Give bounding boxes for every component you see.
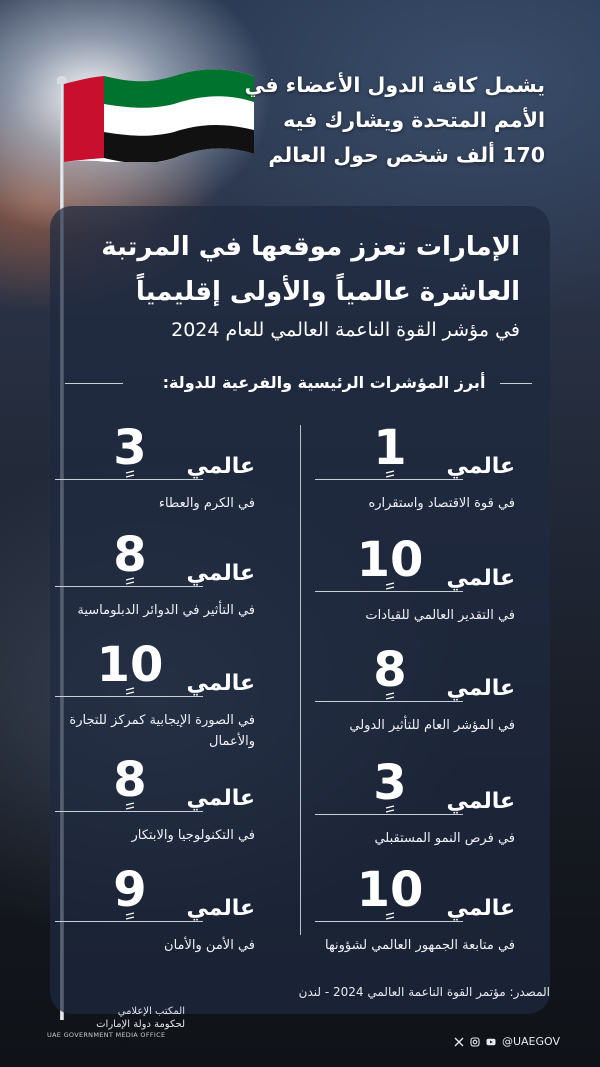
rank-underline [55, 696, 203, 697]
rank-word: عالمي [446, 896, 515, 921]
indicator-description: في قوة الاقتصاد واستقراره [368, 496, 515, 511]
panel-title [60, 225, 520, 315]
indicator-description: في الأمن والأمان [164, 938, 255, 953]
tanween-mark [125, 470, 135, 478]
rank-word: عالمي [186, 561, 255, 586]
panel-title-line-1: الإمارات تعزز موقعها في المرتبة [101, 232, 520, 262]
rank-number: 1 [373, 420, 407, 476]
rank-word: عالمي [446, 454, 515, 479]
indicator-description: في التأثير في الدوائر الدبلوماسية [77, 603, 255, 618]
youtube-icon[interactable] [486, 1037, 496, 1047]
indicator-description: في الصورة الإيجابية كمركز للتجارة والأعمال [69, 713, 255, 749]
indicator-item [315, 755, 515, 849]
rank-word: عالمي [446, 566, 515, 591]
indicator-description: في التقدير العالمي للقيادات [365, 608, 515, 623]
indicator-description: في المؤشر العام للتأثير الدولي [349, 718, 515, 733]
tanween-mark [385, 582, 395, 590]
section-line-right [500, 383, 532, 384]
media-office-logo [45, 1005, 185, 1039]
rank-underline [315, 814, 463, 815]
indicator-description: في فرص النمو المستقبلي [374, 831, 515, 846]
rank-underline [315, 701, 463, 702]
rank-word: عالمي [186, 786, 255, 811]
headline-line-2: الأمم المتحدة ويشارك فيه [283, 108, 545, 132]
rank-number: 8 [373, 642, 407, 698]
section-line-left [65, 383, 123, 384]
rank-underline [55, 811, 203, 812]
rank-number: 8 [113, 527, 147, 583]
panel-title-line-2: العاشرة عالمياً والأولى إقليمياً [135, 277, 520, 307]
tanween-mark [125, 687, 135, 695]
rank-number: 3 [373, 755, 407, 811]
rank-word: عالمي [446, 789, 515, 814]
rank-underline [55, 921, 203, 922]
indicator-item [55, 637, 255, 752]
rank-underline [315, 921, 463, 922]
rank-number: 9 [113, 862, 147, 918]
indicator-item [55, 862, 255, 956]
source-note: المصدر: مؤتمر القوة الناعمة العالمي 2024 - لندن [298, 985, 550, 999]
rank-underline [315, 479, 463, 480]
instagram-icon[interactable] [470, 1037, 480, 1047]
rank-underline [55, 586, 203, 587]
indicator-description: في متابعة الجمهور العالمي لشؤونها [325, 938, 515, 953]
headline [215, 68, 545, 173]
rank-number: 10 [96, 637, 164, 693]
rank-number: 10 [356, 532, 424, 588]
indicator-item [315, 862, 515, 956]
indicator-item [315, 532, 515, 626]
headline-line-3: 170 ألف شخص حول العالم [268, 143, 545, 167]
panel-subtitle: في مؤشر القوة الناعمة العالمي للعام 2024 [171, 319, 520, 341]
tanween-mark [125, 912, 135, 920]
indicator-item [315, 642, 515, 736]
rank-word: عالمي [446, 676, 515, 701]
tanween-mark [125, 802, 135, 810]
rank-number: 3 [113, 420, 147, 476]
social-handle[interactable]: @UAEGOV [501, 1035, 560, 1048]
tanween-mark [385, 912, 395, 920]
tanween-mark [385, 692, 395, 700]
indicator-description: في الكرم والعطاء [158, 496, 255, 511]
indicator-item [315, 420, 515, 514]
tanween-mark [385, 470, 395, 478]
rank-number: 10 [356, 862, 424, 918]
tanween-mark [125, 577, 135, 585]
column-divider [300, 425, 301, 935]
indicator-description: في التكنولوجيا والابتكار [131, 828, 255, 843]
rank-number: 8 [113, 752, 147, 808]
rank-underline [315, 591, 463, 592]
logo-arabic-line-1: المكتب الإعلامي [117, 1006, 185, 1017]
rank-word: عالمي [186, 896, 255, 921]
logo-english: UAE GOVERNMENT MEDIA OFFICE [47, 1031, 166, 1039]
logo-arabic-line-2: لحكومة دولة الإمارات [96, 1019, 185, 1030]
social-links [454, 1035, 560, 1048]
indicator-item [55, 527, 255, 621]
rank-word: عالمي [186, 454, 255, 479]
indicator-item [55, 752, 255, 846]
headline-line-1: يشمل كافة الدول الأعضاء في [244, 73, 545, 97]
indicator-item [55, 420, 255, 514]
section-title: أبرز المؤشرات الرئيسية والفرعية للدولة: [162, 373, 486, 392]
tanween-mark [385, 805, 395, 813]
x-icon[interactable] [454, 1037, 464, 1047]
rank-underline [55, 479, 203, 480]
rank-word: عالمي [186, 671, 255, 696]
